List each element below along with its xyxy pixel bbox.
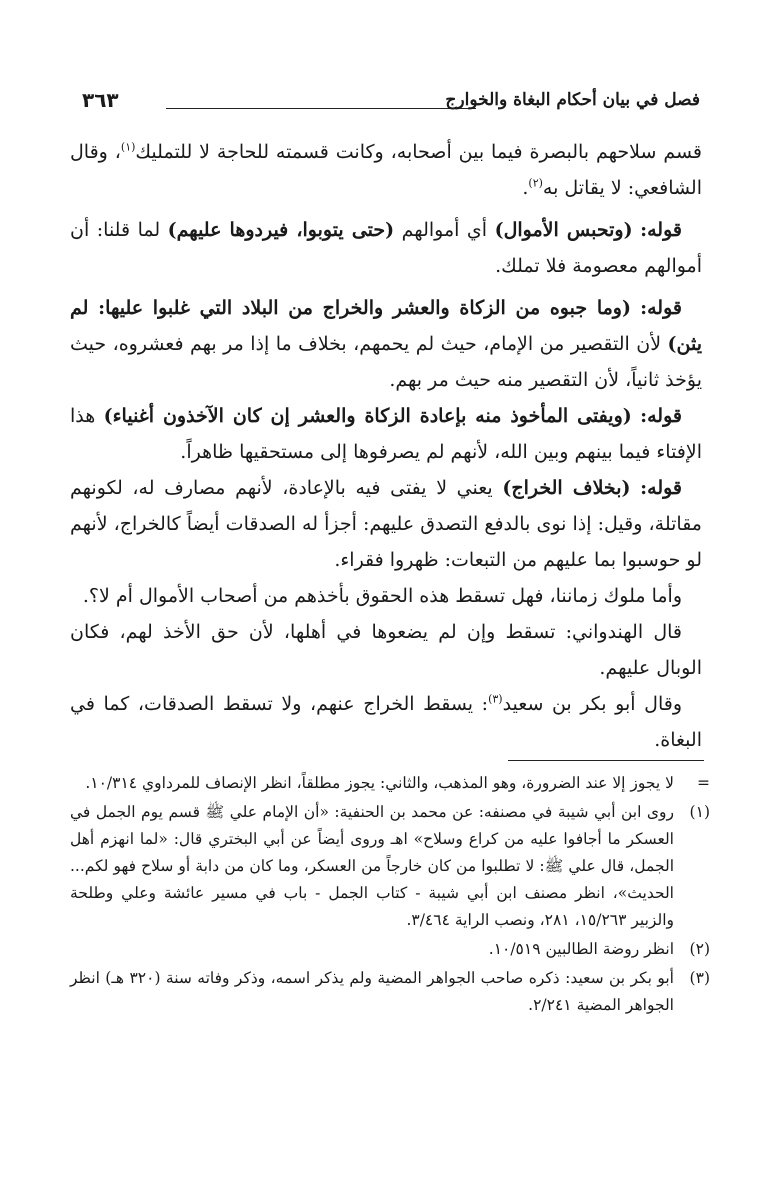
running-title: فصل في بيان أحكام البغاة والخوارج xyxy=(445,90,700,110)
paragraph-4 xyxy=(70,398,702,470)
matn-quote: (ويفتى المأخوذ منه بإعادة الزكاة والعشر إن كان الآخذون أغنياء) xyxy=(103,405,632,427)
paragraph-3 xyxy=(70,290,702,398)
main-text xyxy=(70,134,702,758)
text: لما قلنا: أن أموالهم معصومة فلا تملك. xyxy=(70,219,702,277)
footnote-1 xyxy=(70,799,710,934)
text: : يسقط الخراج عنهم، ولا تسقط الصدقات، كما في البغاة. xyxy=(70,693,702,751)
header-rule xyxy=(166,108,476,109)
text: أي أموالهم xyxy=(394,219,495,241)
footnote-3 xyxy=(70,965,710,1019)
footnotes xyxy=(70,770,710,1021)
footnote-ref-1: (١) xyxy=(120,140,136,154)
footnote-continued xyxy=(70,770,710,797)
footnote-text: أبو بكر بن سعيد: ذكره صاحب الجواهر المضية ولم يذكر اسمه، وذكر وفاته سنة (٣٢٠ هـ) انظر الجواهر المضية ٢/٢٤١. xyxy=(70,969,674,1014)
footnote-text: لا يجوز إلا عند الضرورة، وهو المذهب، والثاني: يجوز مطلقاً، انظر الإنصاف للمرداوي ١٠/٣١٤. xyxy=(85,774,674,792)
footnote-separator xyxy=(508,760,704,761)
matn-quote: (وتحبس الأموال) xyxy=(494,219,633,241)
qawluhu-label: قوله: xyxy=(640,477,683,499)
footnote-text: انظر روضة الطالبين ١٠/٥١٩. xyxy=(488,940,674,958)
paragraph-8 xyxy=(70,686,702,758)
page-header xyxy=(82,88,700,120)
text: قسم سلاحهم بالبصرة فيما بين أصحابه، وكانت قسمته للحاجة لا للتمليك xyxy=(135,141,702,163)
matn-quote: (وما جبوه من الزكاة والعشر والخراج من البلاد التي غلبوا عليها: لم يثن) xyxy=(70,297,702,355)
text: لأن التقصير من الإمام، حيث لم يحمهم، بخلاف ما إذا مر بهم فعشروه، حيث يؤخذ ثانياً، لأن التقصير منه حيث مر بهم. xyxy=(70,333,702,391)
text: يعني لا يفتى فيه بالإعادة، لأنهم مصارف له، لكونهم مقاتلة، وقيل: إذا نوى بالدفع التصدق عليهم: أجزأ له الصدقات أيضاً كالخراج، لأنهم لو حوسبوا بما عليهم من التبعات: ظهروا فقراء. xyxy=(70,477,702,571)
text: ، وقال الشافعي: لا يقاتل به xyxy=(70,141,702,199)
footnote-ref-3: (٣) xyxy=(488,692,503,706)
footnote-marker: = xyxy=(697,774,710,792)
paragraph-2 xyxy=(70,212,702,284)
paragraph-1 xyxy=(70,134,702,206)
text: هذا الإفتاء فيما بينهم وبين الله، لأنهم لم يصرفوها إلى مستحقيها ظاهراً. xyxy=(70,405,702,463)
matn-quote: (حتى يتوبوا، فيردوها عليهم) xyxy=(167,219,395,241)
text: . xyxy=(522,177,529,199)
footnote-text: روى ابن أبي شيبة في مصنفه: عن محمد بن الحنفية: «أن الإمام علي ﷺ قسم يوم الجمل في العسكر ما أجافوا عليه من كراع وسلاح» اهـ وروى أيضاً عن أبي البختري قال: «لما انهزم أهل الجمل، قال علي ﷺ: لا تطلبوا من كان خارجاً من العسكر، وما كان من دابة أو سلاح فهو لكم... الحديث»، انظر مصنف ابن أبي شيبة - كتاب الجمل - باب في مسير عائشة وعلي وطلحة والزبير ١٥/٢٦٣، ٢٨١، ونصب الراية ٣/٤٦٤. xyxy=(70,803,674,929)
footnote-marker: (٣) xyxy=(689,969,710,987)
matn-quote: (بخلاف الخراج) xyxy=(502,477,631,499)
footnote-marker: (١) xyxy=(689,803,710,821)
qawluhu-label: قوله: xyxy=(640,219,682,241)
footnote-ref-2: (٢) xyxy=(528,176,543,190)
text: وقال أبو بكر بن سعيد xyxy=(502,693,683,715)
page-number: ٣٦٣ xyxy=(82,88,119,112)
paragraph-7: قال الهندواني: تسقط وإن لم يضعوها في أهلها، لأن حق الأخذ لهم، فكان الوبال عليهم. xyxy=(70,621,702,679)
qawluhu-label: قوله: xyxy=(640,297,682,319)
footnote-marker: (٢) xyxy=(689,940,710,958)
paragraph-5 xyxy=(70,470,702,578)
qawluhu-label: قوله: xyxy=(640,405,682,427)
paragraph-6: وأما ملوك زماننا، فهل تسقط هذه الحقوق بأخذهم من أصحاب الأموال أم لا؟. xyxy=(82,585,682,607)
footnote-2 xyxy=(70,936,710,963)
